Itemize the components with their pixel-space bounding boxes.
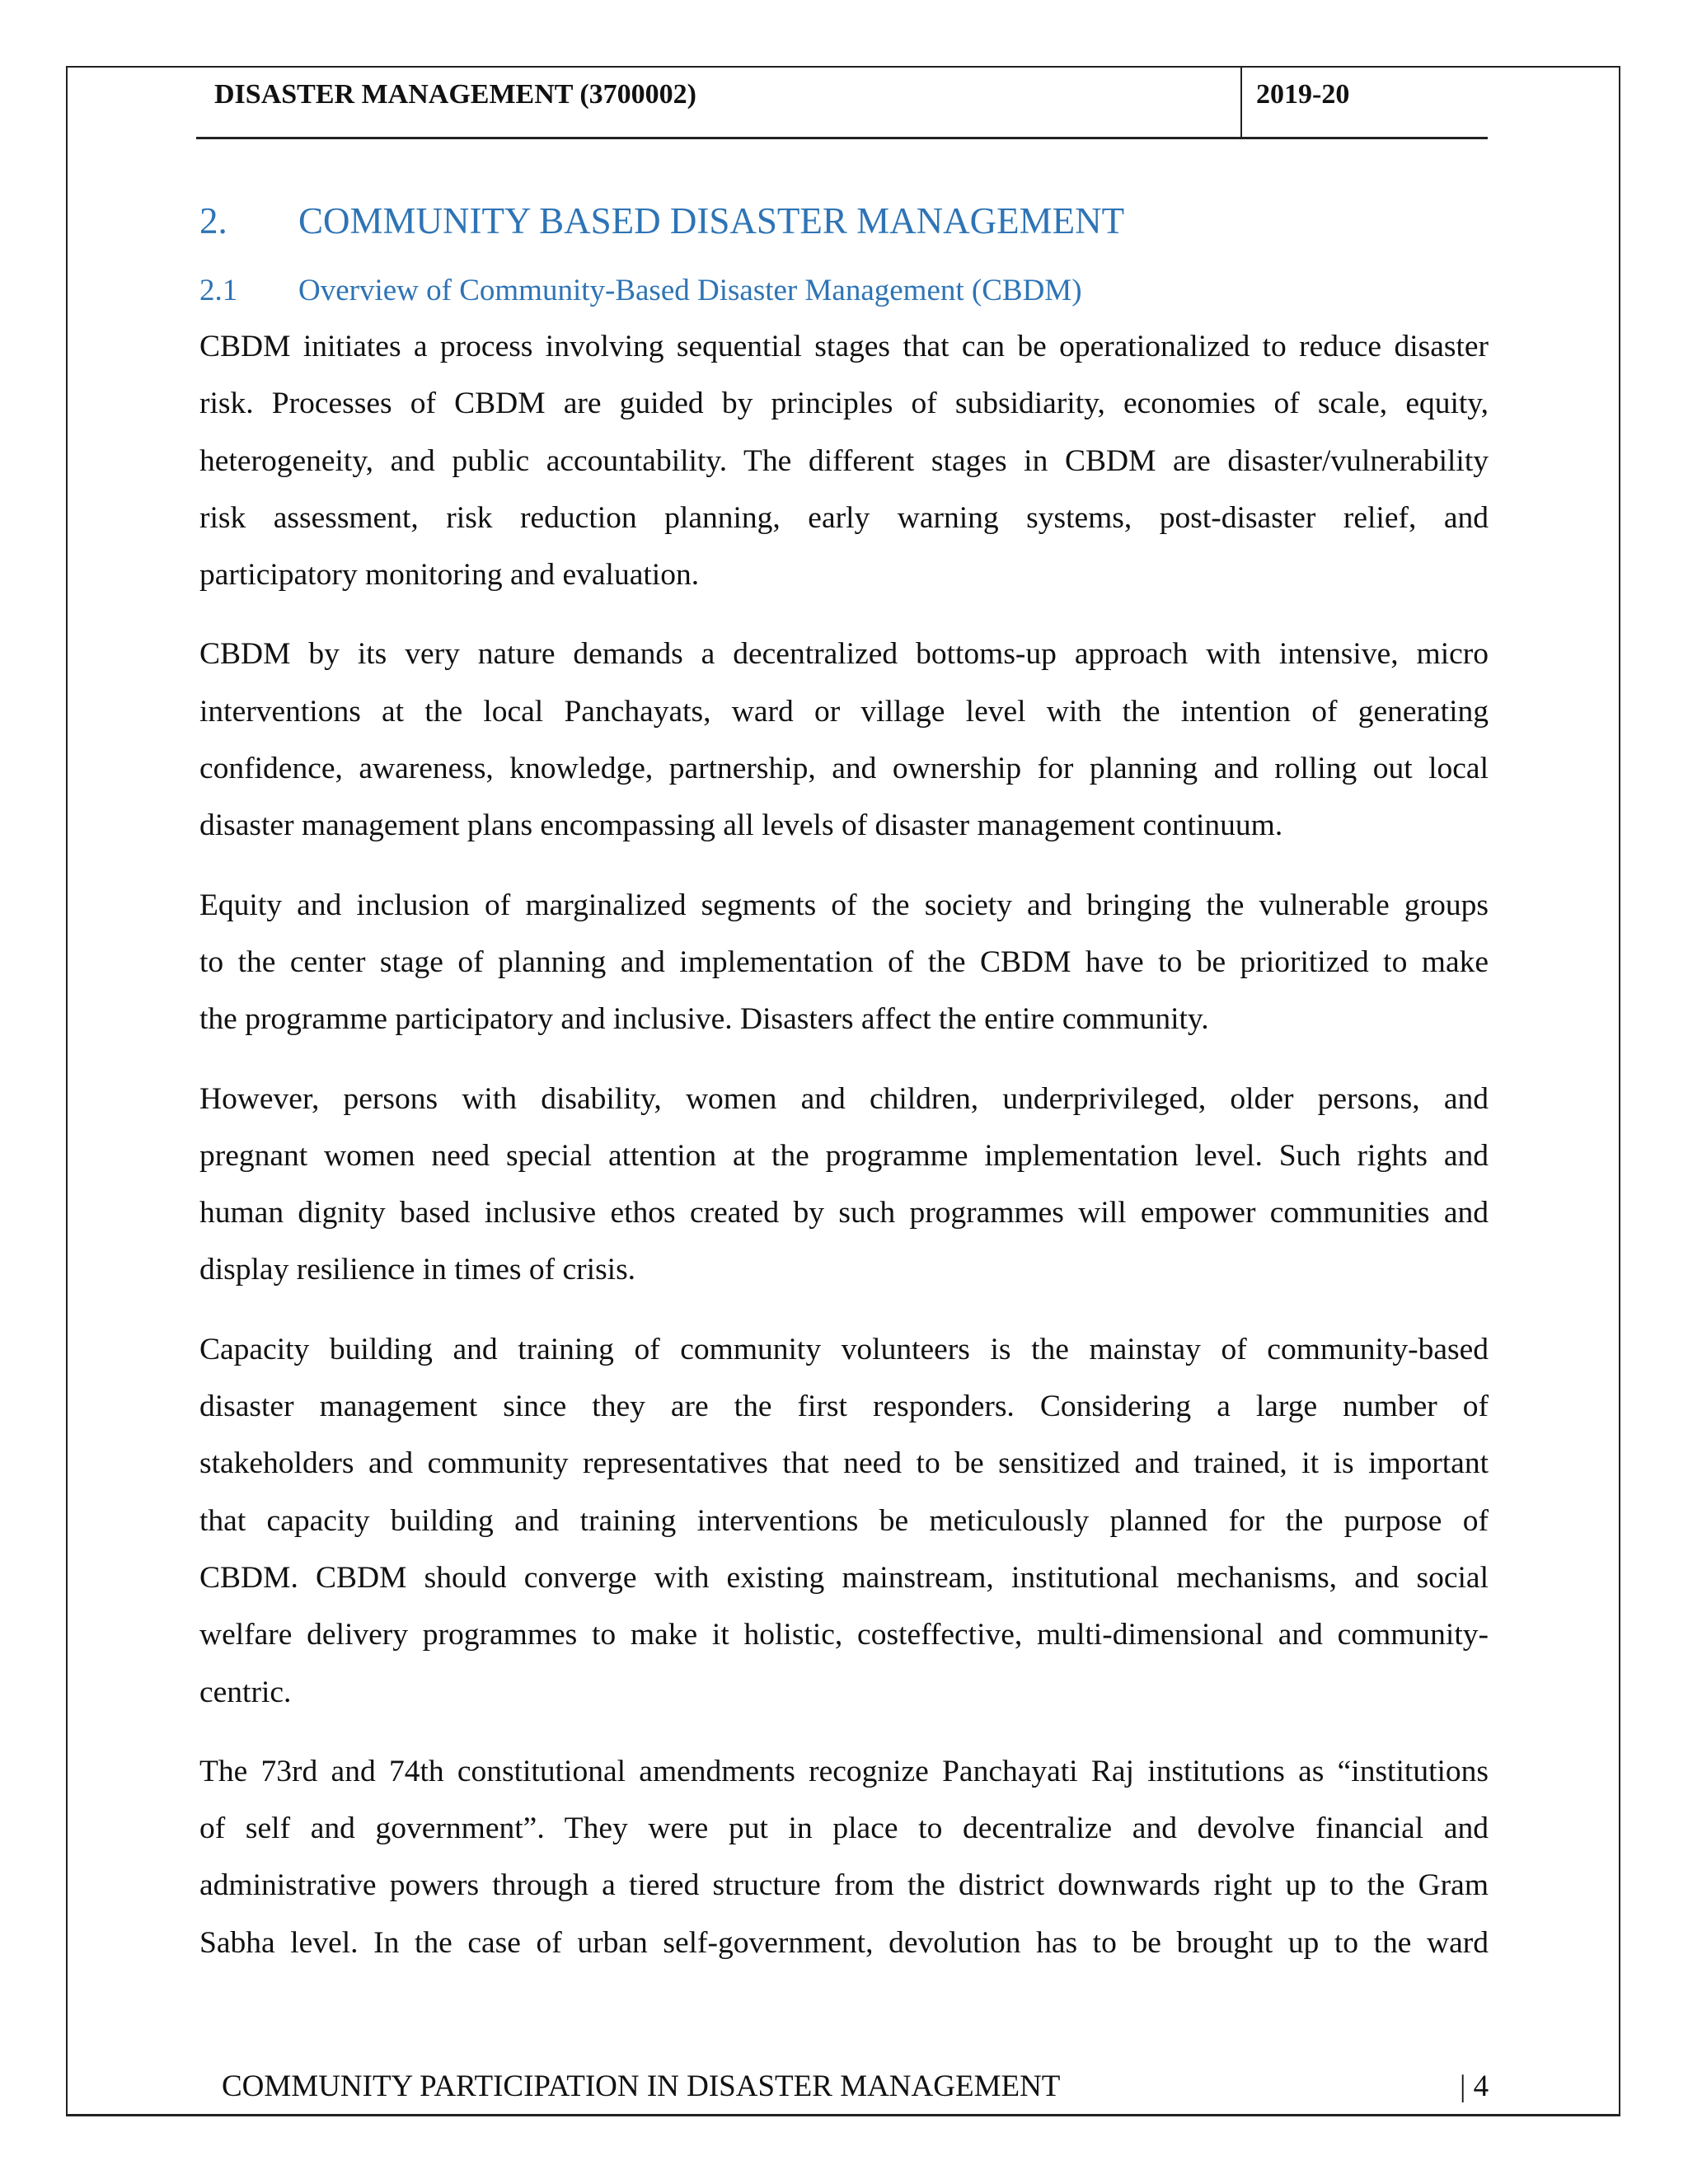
text-line: of self and government”. They were put in place to decentralize and devolve financial and (199, 1811, 1489, 1846)
paragraph (199, 877, 1489, 1048)
text-line: human dignity based inclusive ethos created by such programmes will empower communities and (199, 1196, 1489, 1230)
paragraph (199, 626, 1489, 854)
header-course-title: DISASTER MANAGEMENT (3700002) (214, 79, 696, 110)
section-title: Overview of Community-Based Disaster Management (CBDM) (298, 274, 1082, 307)
paragraph (199, 318, 1489, 603)
header-year: 2019-20 (1256, 79, 1350, 110)
chapter-number: 2. (199, 200, 227, 241)
footer-title: COMMUNITY PARTICIPATION IN DISASTER MANAGEMENT (222, 2069, 1061, 2103)
text-line: confidence, awareness, knowledge, partnership, and ownership for planning and rolling out local (199, 752, 1489, 786)
text-line: CBDM by its very nature demands a decentralized bottoms-up approach with intensive, micro (199, 637, 1489, 672)
chapter-title: COMMUNITY BASED DISASTER MANAGEMENT (298, 200, 1125, 241)
text-line: the programme participatory and inclusive. Disasters affect the entire community. (199, 1002, 1209, 1037)
page-number: | 4 (1460, 2069, 1489, 2103)
paragraph (199, 1743, 1489, 1971)
text-line: CBDM initiates a process involving sequential stages that can be operationalized to reduce disaster (199, 330, 1489, 363)
paragraph (199, 1071, 1489, 1299)
text-line: pregnant women need special attention at the programme implementation level. Such rights and (199, 1138, 1489, 1173)
text-line: Sabha level. In the case of urban self-government, devolution has to be brought up to the ward (199, 1925, 1489, 1960)
text-line: centric. (199, 1675, 292, 1709)
text-line: CBDM. CBDM should converge with existing mainstream, institutional mechanisms, and social (199, 1560, 1489, 1595)
text-line: risk. Processes of CBDM are guided by principles of subsidiarity, economies of scale, equity, (199, 387, 1489, 421)
text-line: Capacity building and training of community volunteers is the mainstay of community-based (199, 1332, 1489, 1366)
text-line: that capacity building and training interventions be meticulously planned for the purpose of (199, 1503, 1489, 1538)
text-line: participatory monitoring and evaluation. (199, 558, 700, 593)
text-line: display resilience in times of crisis. (199, 1253, 636, 1287)
section-number: 2.1 (199, 274, 238, 307)
text-line: welfare delivery programmes to make it holistic, costeffective, multi-dimensional and community- (199, 1618, 1489, 1652)
text-line: disaster management since they are the first responders. Considering a large number of (199, 1390, 1489, 1424)
header-rule (196, 137, 1488, 139)
text-line: interventions at the local Panchayats, ward or village level with the intention of generating (199, 694, 1489, 729)
body-text (199, 318, 1489, 1994)
text-line: However, persons with disability, women and children, underprivileged, older persons, and (199, 1081, 1489, 1116)
paragraph (199, 1321, 1489, 1721)
text-line: to the center stage of planning and implementation of the CBDM have to be prioritized to make (199, 944, 1489, 979)
text-line: heterogeneity, and public accountability. The different stages in CBDM are disaster/vulnerability (199, 443, 1489, 478)
text-line: Equity and inclusion of marginalized segments of the society and bringing the vulnerable groups (199, 888, 1489, 922)
text-line: risk assessment, risk reduction planning, early warning systems, post-disaster relief, and (199, 500, 1489, 535)
text-line: administrative powers through a tiered structure from the district downwards right up to the Gram (199, 1868, 1489, 1903)
header-divider (1240, 67, 1242, 138)
text-line: The 73rd and 74th constitutional amendments recognize Panchayati Raj institutions as “institutions (199, 1754, 1489, 1788)
text-line: disaster management plans encompassing all levels of disaster management continuum. (199, 808, 1283, 843)
text-line: stakeholders and community representatives that need to be sensitized and trained, it is important (199, 1446, 1489, 1481)
